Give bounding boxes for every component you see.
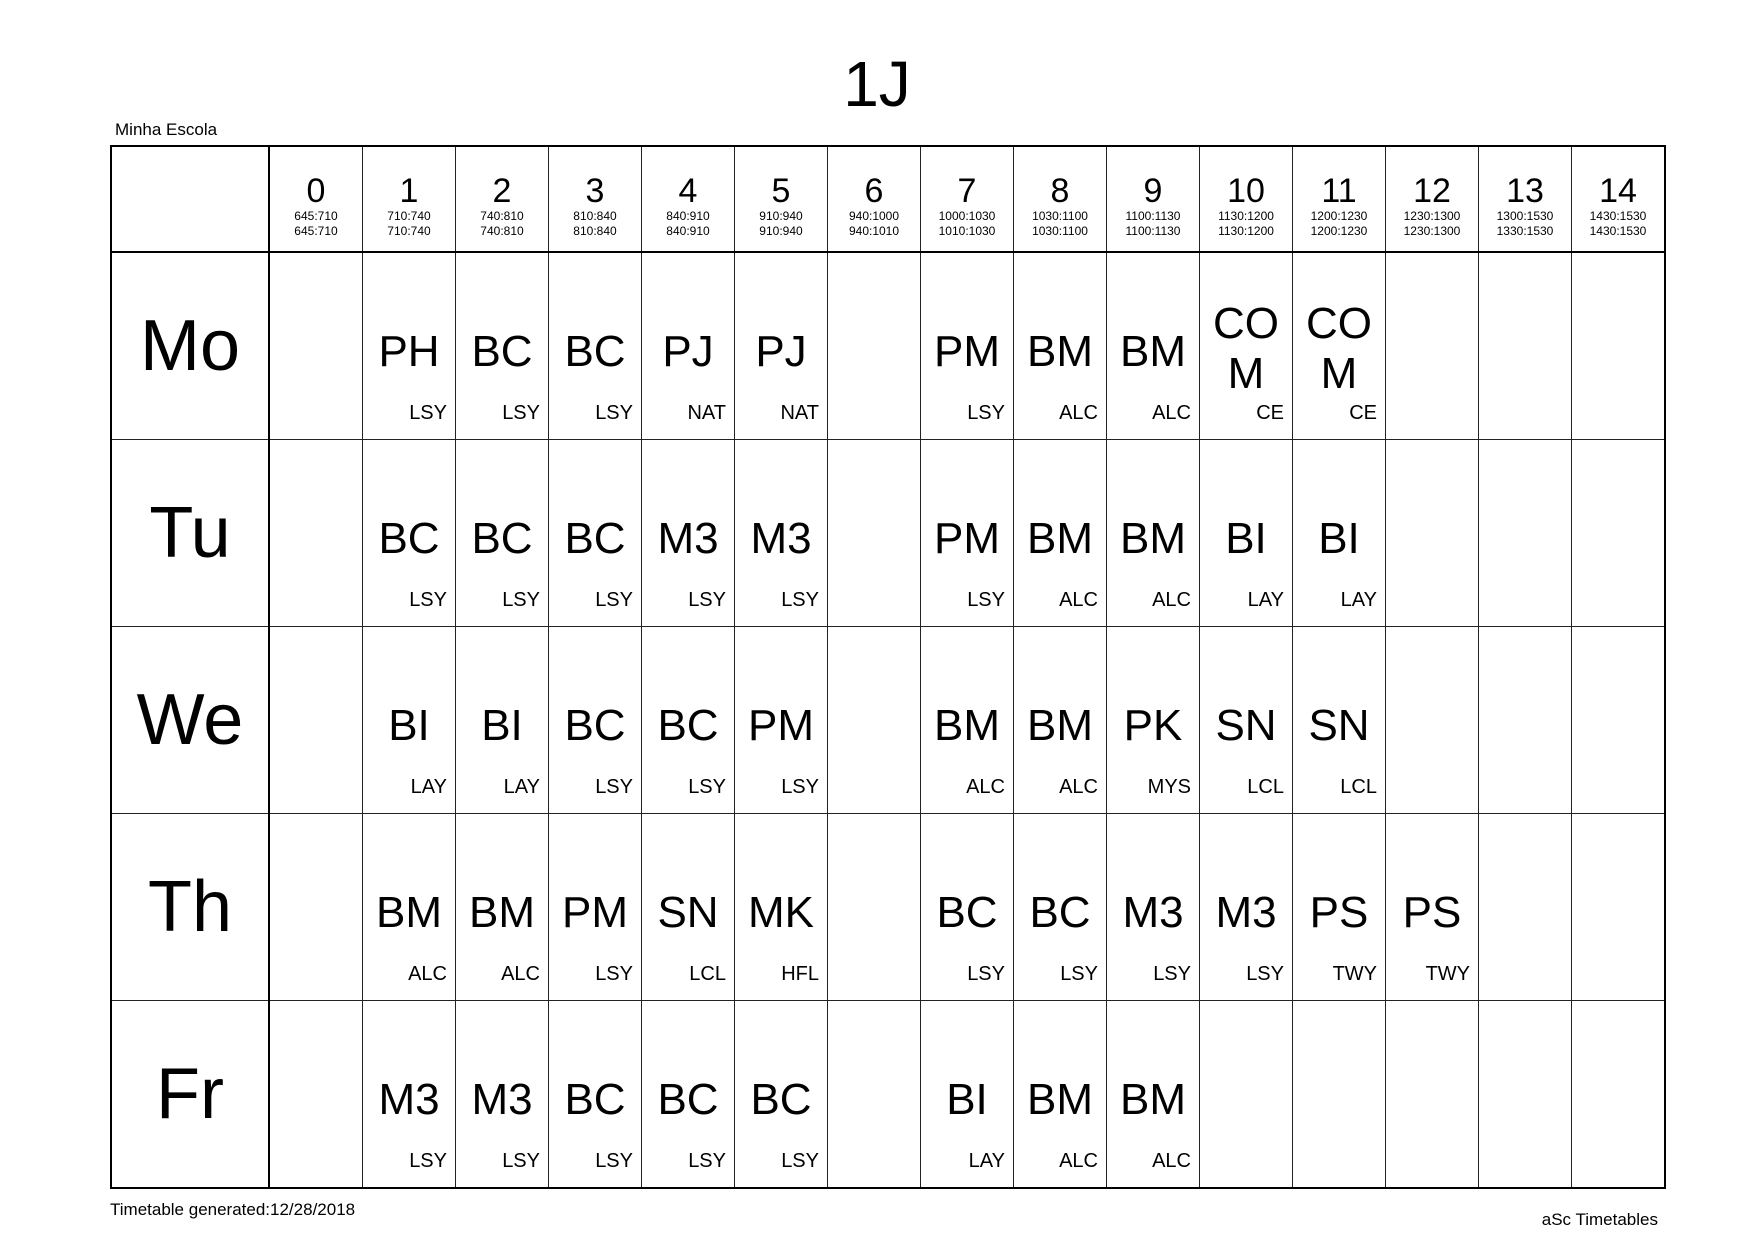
lesson-teacher: ALC [1152, 589, 1191, 611]
lesson-cell [1014, 1001, 1107, 1189]
period-header-3 [549, 146, 642, 252]
period-time-secondary: 1330:1530 [1496, 224, 1554, 238]
lesson-teacher: LSY [409, 1150, 447, 1172]
period-number: 9 [1143, 172, 1163, 210]
lesson-cell [456, 252, 549, 440]
lesson-subject: CO M [1213, 299, 1279, 398]
lesson-cell [1014, 627, 1107, 814]
lesson-cell [1572, 440, 1666, 627]
lesson-teacher: LSY [688, 1150, 726, 1172]
lesson-teacher: LSY [688, 776, 726, 798]
lesson-teacher: LSY [967, 402, 1005, 424]
lesson-subject: PM [934, 514, 1000, 563]
period-time-primary: 1100:1130 [1125, 209, 1181, 223]
period-time-primary: 740:810 [480, 209, 524, 223]
day-label: Th [111, 814, 269, 1001]
lesson-subject: BC [657, 1075, 719, 1124]
lesson-cell [921, 252, 1014, 440]
period-time-secondary: 1010:1030 [938, 224, 996, 238]
lesson-cell [1479, 627, 1572, 814]
lesson-subject: PM [934, 327, 1000, 376]
lesson-subject: BM [1027, 514, 1093, 563]
lesson-cell [735, 252, 828, 440]
lesson-subject: PH [378, 327, 440, 376]
timetable-body [111, 252, 1665, 1188]
lesson-subject: BM [1120, 1075, 1186, 1124]
period-time-secondary: 1230:1300 [1403, 224, 1461, 238]
period-header-1 [363, 146, 456, 252]
period-number: 2 [492, 172, 512, 210]
day-row-th [111, 814, 1665, 1001]
lesson-subject: BM [469, 888, 535, 937]
timetable-grid [110, 145, 1666, 1189]
lesson-cell [1014, 252, 1107, 440]
period-header-6 [828, 146, 921, 252]
lesson-subject: BI [1225, 514, 1267, 563]
lesson-subject: M3 [750, 514, 812, 563]
lesson-subject: CO M [1306, 299, 1372, 398]
period-header-10 [1200, 146, 1293, 252]
lesson-teacher: LAY [410, 776, 447, 798]
lesson-cell [549, 1001, 642, 1189]
lesson-cell [1200, 627, 1293, 814]
lesson-cell [363, 814, 456, 1001]
lesson-subject: BC [564, 514, 626, 563]
period-time-secondary: 1200:1230 [1310, 224, 1368, 238]
lesson-cell [1479, 440, 1572, 627]
period-time-secondary: 645:710 [294, 224, 338, 238]
period-time-primary: 1030:1100 [1032, 209, 1088, 223]
lesson-subject: BM [1120, 514, 1186, 563]
lesson-teacher: MYS [1147, 776, 1191, 798]
period-header-2 [456, 146, 549, 252]
period-time-secondary: 840:910 [666, 224, 710, 238]
lesson-cell [1014, 814, 1107, 1001]
lesson-subject: BM [1120, 327, 1186, 376]
lesson-cell [921, 440, 1014, 627]
lesson-cell [828, 627, 921, 814]
lesson-cell [1479, 814, 1572, 1001]
lesson-subject: BM [376, 888, 442, 937]
lesson-cell [363, 1001, 456, 1189]
lesson-teacher: LSY [502, 589, 540, 611]
lesson-cell [269, 252, 363, 440]
period-number: 4 [678, 172, 698, 210]
generated-date: Timetable generated:12/28/2018 [110, 1200, 356, 1219]
lesson-teacher: NAT [687, 402, 726, 424]
lesson-subject: BI [1318, 514, 1360, 563]
lesson-subject: SN [1308, 701, 1370, 750]
day-row-we [111, 627, 1665, 814]
lesson-cell [549, 440, 642, 627]
period-header-12 [1386, 146, 1479, 252]
lesson-subject: BM [934, 701, 1000, 750]
lesson-subject: PJ [662, 327, 714, 376]
lesson-subject: M3 [378, 1075, 440, 1124]
period-time-primary: 1230:1300 [1403, 209, 1461, 223]
period-number: 1 [399, 172, 419, 210]
lesson-teacher: CE [1349, 402, 1377, 424]
lesson-teacher: ALC [966, 776, 1005, 798]
lesson-subject: PS [1402, 888, 1462, 937]
lesson-teacher: LSY [781, 1150, 819, 1172]
lesson-cell [1107, 814, 1200, 1001]
period-header-5 [735, 146, 828, 252]
lesson-cell [363, 627, 456, 814]
lesson-teacher: LAY [968, 1150, 1005, 1172]
period-header-11 [1293, 146, 1386, 252]
period-number: 5 [771, 172, 791, 210]
lesson-cell [1107, 627, 1200, 814]
lesson-subject: SN [1215, 701, 1277, 750]
lesson-cell [642, 440, 735, 627]
lesson-cell [1200, 814, 1293, 1001]
lesson-subject: BC [1029, 888, 1091, 937]
lesson-cell [735, 440, 828, 627]
period-header-7 [921, 146, 1014, 252]
lesson-teacher: HFL [781, 963, 819, 985]
lesson-cell [1107, 440, 1200, 627]
period-time-secondary: 940:1010 [848, 224, 900, 238]
lesson-cell [363, 252, 456, 440]
lesson-cell [828, 440, 921, 627]
lesson-cell [1479, 252, 1572, 440]
lesson-cell [1200, 1001, 1293, 1189]
period-time-primary: 940:1000 [848, 209, 900, 223]
day-label: We [111, 627, 269, 814]
lesson-subject: BC [471, 514, 533, 563]
lesson-teacher: LAY [1340, 589, 1377, 611]
lesson-cell [1572, 814, 1666, 1001]
lesson-teacher: LSY [781, 776, 819, 798]
lesson-cell [549, 627, 642, 814]
period-time-primary: 1000:1030 [938, 209, 996, 223]
period-header-8 [1014, 146, 1107, 252]
lesson-teacher: LSY [595, 963, 633, 985]
school-name: Minha Escola [115, 120, 218, 139]
lesson-cell [1107, 1001, 1200, 1189]
lesson-cell [1293, 252, 1386, 440]
lesson-teacher: LSY [1060, 963, 1098, 985]
lesson-cell [921, 627, 1014, 814]
lesson-subject: BC [564, 327, 626, 376]
lesson-cell [456, 440, 549, 627]
period-time-secondary: 740:810 [480, 224, 524, 238]
lesson-cell [1386, 814, 1479, 1001]
lesson-cell [1293, 1001, 1386, 1189]
period-time-primary: 1200:1230 [1310, 209, 1368, 223]
lesson-cell [1386, 440, 1479, 627]
lesson-teacher: ALC [1059, 402, 1098, 424]
period-time-secondary: 1030:1100 [1032, 224, 1088, 238]
period-number: 6 [864, 172, 884, 210]
brand-label: aSc Timetables [1541, 1210, 1658, 1229]
day-label: Fr [111, 1001, 269, 1189]
lesson-subject: BC [936, 888, 998, 937]
day-label: Tu [111, 440, 269, 627]
lesson-cell [828, 1001, 921, 1189]
period-time-primary: 1430:1530 [1589, 209, 1647, 223]
lesson-subject: BM [1027, 701, 1093, 750]
lesson-teacher: ALC [1059, 1150, 1098, 1172]
period-time-primary: 710:740 [387, 209, 431, 223]
lesson-teacher: ALC [408, 963, 447, 985]
lesson-subject: BC [564, 701, 626, 750]
lesson-cell [735, 1001, 828, 1189]
lesson-cell [1293, 627, 1386, 814]
lesson-teacher: LSY [595, 776, 633, 798]
lesson-cell [1386, 1001, 1479, 1189]
lesson-cell [1572, 627, 1666, 814]
period-time-secondary: 1430:1530 [1589, 224, 1647, 238]
period-number: 3 [585, 172, 605, 210]
lesson-teacher: LSY [967, 963, 1005, 985]
lesson-cell [1479, 1001, 1572, 1189]
lesson-teacher: ALC [1059, 776, 1098, 798]
lesson-teacher: LSY [1153, 963, 1191, 985]
lesson-teacher: LCL [1340, 776, 1377, 798]
day-row-tu [111, 440, 1665, 627]
period-header-row [111, 146, 1665, 252]
period-number: 13 [1506, 172, 1544, 210]
lesson-subject: M3 [1122, 888, 1184, 937]
period-time-secondary: 1130:1200 [1218, 224, 1274, 238]
period-time-primary: 910:940 [759, 209, 803, 223]
lesson-cell [269, 1001, 363, 1189]
lesson-cell [642, 1001, 735, 1189]
lesson-teacher: LSY [781, 589, 819, 611]
lesson-teacher: LSY [688, 589, 726, 611]
lesson-cell [921, 814, 1014, 1001]
lesson-cell [1200, 252, 1293, 440]
lesson-cell [1107, 252, 1200, 440]
lesson-teacher: LAY [1247, 589, 1284, 611]
lesson-teacher: LCL [1247, 776, 1284, 798]
lesson-teacher: LSY [595, 589, 633, 611]
lesson-cell [456, 627, 549, 814]
lesson-subject: BI [946, 1075, 988, 1124]
lesson-subject: PJ [755, 327, 807, 376]
lesson-teacher: TWY [1332, 963, 1377, 985]
lesson-subject: M3 [1215, 888, 1277, 937]
lesson-teacher: NAT [780, 402, 819, 424]
lesson-teacher: ALC [1152, 402, 1191, 424]
lesson-cell [735, 814, 828, 1001]
lesson-subject: M3 [657, 514, 719, 563]
period-number: 7 [957, 172, 977, 210]
lesson-subject: PS [1309, 888, 1369, 937]
lesson-teacher: LSY [409, 402, 447, 424]
lesson-teacher: LAY [503, 776, 540, 798]
lesson-subject: PK [1123, 701, 1183, 750]
lesson-cell [1572, 1001, 1666, 1189]
lesson-cell [269, 814, 363, 1001]
lesson-subject: MK [748, 888, 814, 937]
lesson-cell [1293, 440, 1386, 627]
lesson-cell [1386, 252, 1479, 440]
period-time-secondary: 1100:1130 [1125, 224, 1181, 238]
period-time-secondary: 810:840 [573, 224, 617, 238]
page-title: 1J [843, 48, 911, 120]
lesson-cell [549, 814, 642, 1001]
period-header-13 [1479, 146, 1572, 252]
period-time-primary: 1300:1530 [1496, 209, 1554, 223]
lesson-teacher: LSY [502, 402, 540, 424]
lesson-subject: BI [481, 701, 523, 750]
lesson-cell [642, 814, 735, 1001]
lesson-cell [269, 440, 363, 627]
lesson-cell [1386, 627, 1479, 814]
lesson-cell [456, 1001, 549, 1189]
corner-cell [111, 146, 269, 252]
lesson-cell [549, 252, 642, 440]
lesson-cell [642, 627, 735, 814]
period-number: 11 [1321, 172, 1357, 210]
period-header-9 [1107, 146, 1200, 252]
lesson-cell [642, 252, 735, 440]
lesson-subject: BC [657, 701, 719, 750]
lesson-teacher: TWY [1425, 963, 1470, 985]
lesson-subject: BM [1027, 1075, 1093, 1124]
period-header-4 [642, 146, 735, 252]
lesson-teacher: LCL [689, 963, 726, 985]
lesson-cell [456, 814, 549, 1001]
period-time-primary: 645:710 [294, 209, 338, 223]
day-label: Mo [111, 252, 269, 440]
lesson-teacher: LSY [967, 589, 1005, 611]
lesson-subject: BM [1027, 327, 1093, 376]
period-time-primary: 840:910 [666, 209, 710, 223]
day-row-mo [111, 252, 1665, 440]
period-number: 8 [1050, 172, 1070, 210]
lesson-subject: SN [657, 888, 719, 937]
lesson-cell [1572, 252, 1666, 440]
lesson-subject: PM [748, 701, 814, 750]
lesson-cell [1293, 814, 1386, 1001]
lesson-cell [363, 440, 456, 627]
lesson-cell [1014, 440, 1107, 627]
lesson-teacher: ALC [501, 963, 540, 985]
lesson-subject: BC [471, 327, 533, 376]
period-time-primary: 1130:1200 [1218, 209, 1274, 223]
lesson-teacher: LSY [502, 1150, 540, 1172]
lesson-subject: M3 [471, 1075, 533, 1124]
lesson-cell [269, 627, 363, 814]
period-number: 14 [1599, 172, 1637, 210]
lesson-teacher: CE [1256, 402, 1284, 424]
period-time-secondary: 910:940 [759, 224, 803, 238]
lesson-subject: PM [562, 888, 628, 937]
lesson-cell [735, 627, 828, 814]
lesson-subject: BI [388, 701, 430, 750]
lesson-teacher: ALC [1059, 589, 1098, 611]
lesson-cell [828, 814, 921, 1001]
lesson-teacher: LSY [409, 589, 447, 611]
lesson-subject: BC [378, 514, 440, 563]
period-time-primary: 810:840 [573, 209, 617, 223]
lesson-teacher: LSY [595, 1150, 633, 1172]
lesson-teacher: ALC [1152, 1150, 1191, 1172]
lesson-teacher: LSY [595, 402, 633, 424]
lesson-cell [1200, 440, 1293, 627]
lesson-subject: BC [564, 1075, 626, 1124]
period-number: 0 [306, 172, 326, 210]
lesson-cell [921, 1001, 1014, 1189]
period-header-0 [269, 146, 363, 252]
lesson-subject: BC [750, 1075, 812, 1124]
lesson-teacher: LSY [1246, 963, 1284, 985]
period-number: 12 [1413, 172, 1451, 210]
lesson-cell [828, 252, 921, 440]
day-row-fr [111, 1001, 1665, 1189]
period-number: 10 [1227, 172, 1265, 210]
period-time-secondary: 710:740 [387, 224, 431, 238]
period-header-14 [1572, 146, 1666, 252]
